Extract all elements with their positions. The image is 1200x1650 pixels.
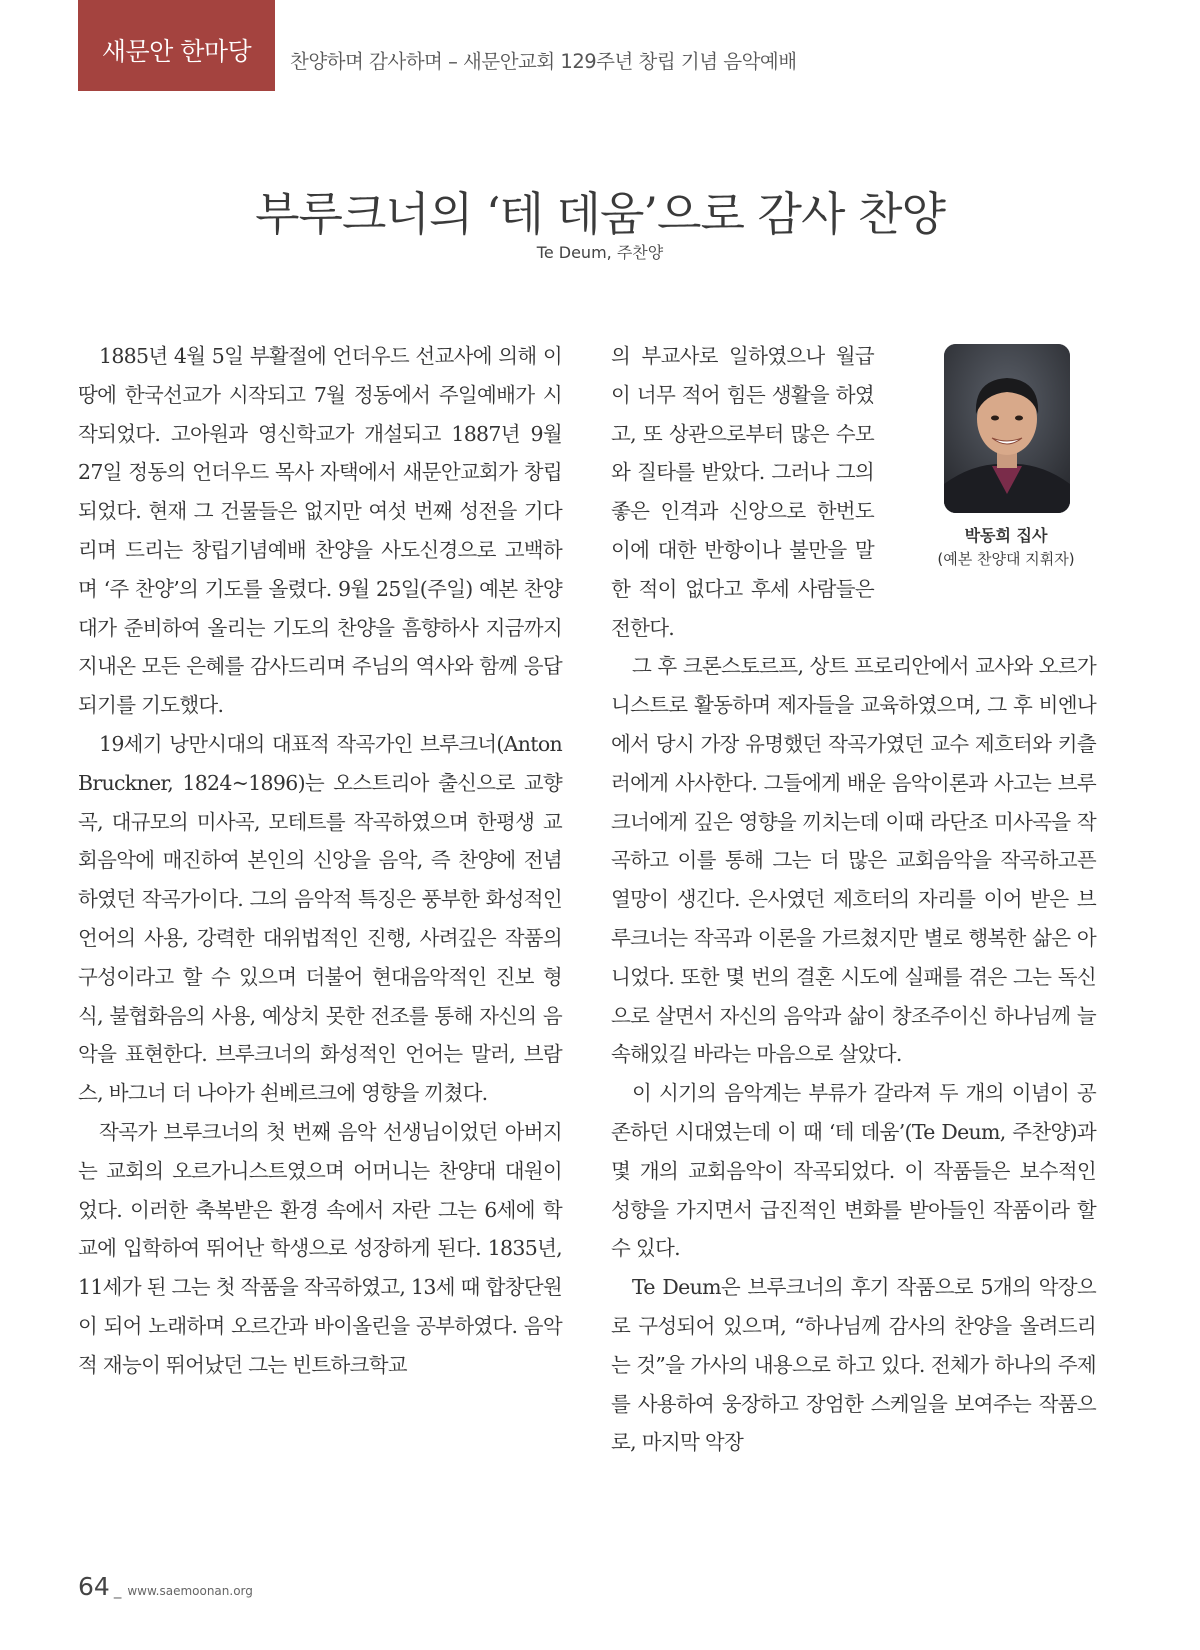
article-paragraph: 의 부교사로 일하였으나 월급이 너무 적어 힘든 생활을 하였고, 또 상관으로부터 많은 수모와 질타를 받았다. 그러나 그의 좋은 인격과 신앙으로 한번도 이에 대한 반항이나 불만을 말한 적이 없다고 후세 사람들은 전한다. xyxy=(611,344,874,640)
author-photo xyxy=(944,344,1070,513)
article-paragraph: 이 시기의 음악계는 부류가 갈라져 두 개의 이념이 공존하던 시대였는데 이 때 ‘테 데움’(Te Deum, 주찬양)과 몇 개의 교회음악이 작곡되었다. 이 작품들은 보수적인 성향을 가지면서 급진적인 변화를 받아들인 작품이라 할 수 있다. xyxy=(611,1081,1096,1261)
page-footer xyxy=(78,1572,253,1601)
header-subtitle: 찬양하며 감사하며 – 새문안교회 129주년 창립 기념 음악예배 xyxy=(290,50,797,73)
page-number: 64 xyxy=(78,1572,110,1601)
section-tag: 새문안 한마당 xyxy=(78,0,275,91)
article-paragraph: 그 후 크론스토르프, 상트 프로리안에서 교사와 오르가니스트로 활동하며 제자들을 교육하였으며, 그 후 비엔나에서 당시 가장 유명했던 작곡가였던 교수 제흐터와 키츨러에게 사사한다. 그들에게 배운 음악이론과 사고는 브루크너에게 깊은 영향을 끼치는데 이때 라단조 미사곡을 작곡하고 이를 통해 그는 더 많은 교회음악을 작곡하고픈 열망이 생긴다. 은사였던 제흐터의 자리를 이어 받은 브루크너는 작곡과 이론을 가르쳤지만 별로 행복한 삶은 아니었다. 또한 몇 번의 결혼 시도에 실패를 겪은 그는 독신으로 살면서 자신의 음악과 삶이 창조주이신 하나님께 늘 속해있길 바라는 마음으로 살았다. xyxy=(611,654,1096,1067)
portrait-image xyxy=(944,344,1070,513)
article-title: 부루크너의 ‘테 데움’으로 감사 찬양 xyxy=(255,187,945,241)
footer-separator: _ xyxy=(113,1581,122,1599)
author-name: 박동희 집사 xyxy=(964,526,1048,545)
footer-url: www.saemoonan.org xyxy=(127,1584,253,1598)
author-role: (예본 찬양대 지휘자) xyxy=(937,550,1075,568)
article-paragraph: Te Deum은 브루크너의 후기 작품으로 5개의 악장으로 구성되어 있으며, “하나님께 감사의 찬양을 올려드리는 것”을 가사의 내용으로 하고 있다. 전체가 하나의 주제를 사용하여 웅장하고 장엄한 스케일을 보여주는 작품으로, 마지막 악장 xyxy=(611,1275,1096,1455)
article-subtitle: Te Deum, 주찬양 xyxy=(536,243,664,262)
article-column-left xyxy=(78,337,562,1385)
article-paragraph: 19세기 낭만시대의 대표적 작곡가인 브루크너(Anton Bruckner, 1824~1896)는 오스트리아 출신으로 교향곡, 대규모의 미사곡, 모테트를 작곡하였으며 한평생 교회음악에 매진하여 본인의 신앙을 음악, 즉 찬양에 전념하였던 작곡가이다. 그의 음악적 특징은 풍부한 화성적인 언어의 사용, 강력한 대위법적인 진행, 사려깊은 작품의 구성이라고 할 수 있으며 더불어 현대음악적인 진보 형식, 불협화음의 사용, 예상치 못한 전조를 통해 자신의 음악을 표현한다. 브루크너의 화성적인 언어는 말러, 브람스, 바그너 더 나아가 쇤베르크에 영향을 끼쳤다. xyxy=(78,731,562,1106)
article-paragraph: 1885년 4월 5일 부활절에 언더우드 선교사에 의해 이 땅에 한국선교가 시작되고 7월 정동에서 주일예배가 시작되었다. 고아원과 영신학교가 개설되고 1887년 9월 27일 정동의 언더우드 목사 자택에서 새문안교회가 창립되었다. 현재 그 건물들은 없지만 여섯 번째 성전을 기다리며 드리는 창립기념예배 찬양을 사도신경으로 고백하며 ‘주 찬양’의 기도를 올렸다. 9월 25일(주일) 예본 찬양대가 준비하여 올리는 기도의 찬양을 흠향하사 지금까지 지내온 모든 은혜를 감사드리며 주님의 역사와 함께 응답되기를 기도했다. xyxy=(78,344,562,718)
article-paragraph: 작곡가 브루크너의 첫 번째 음악 선생님이었던 아버지는 교회의 오르가니스트였으며 어머니는 찬양대 대원이었다. 이러한 축복받은 환경 속에서 자란 그는 6세에 학교에 입학하여 뛰어난 학생으로 성장하게 된다. 1835년, 11세가 된 그는 첫 작품을 작곡하였고, 13세 때 합창단원이 되어 노래하며 오르간과 바이올린을 공부하였다. 음악적 재능이 뛰어났던 그는 빈트하크학교 xyxy=(78,1119,562,1377)
